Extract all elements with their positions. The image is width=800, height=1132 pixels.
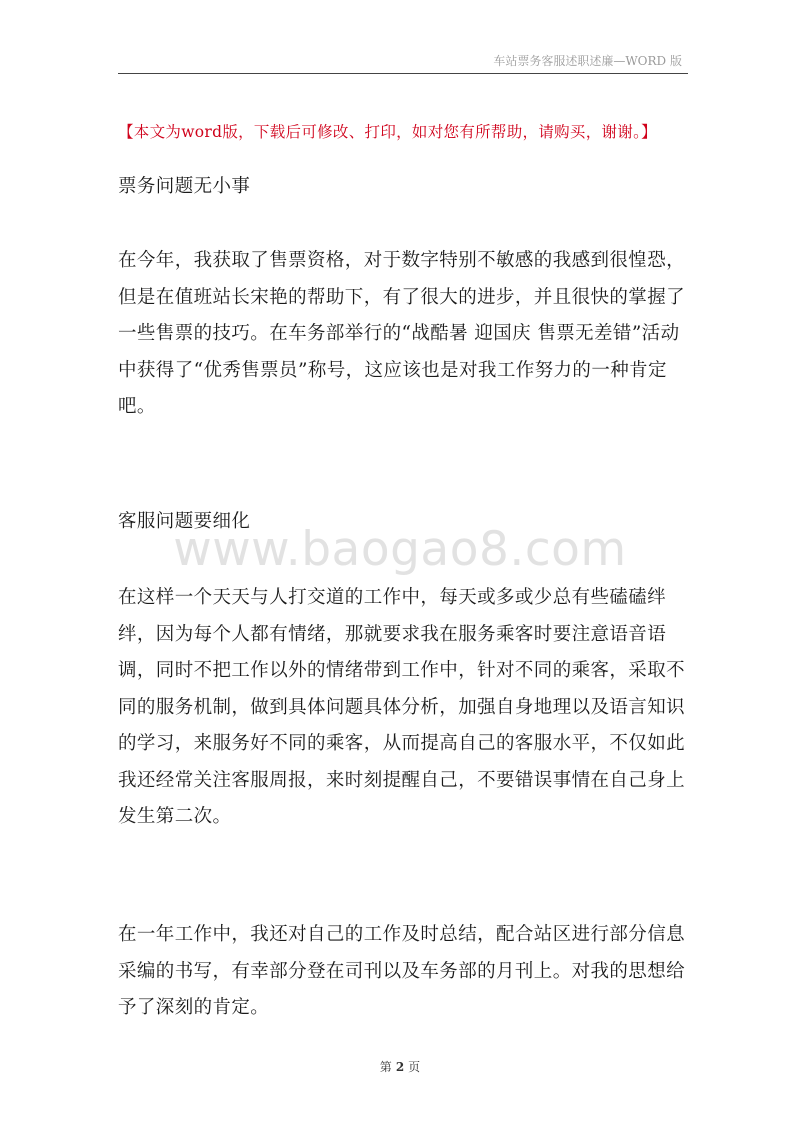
paragraph-customer-service: 在这样一个天天与人打交道的工作中，每天或多或少总有些磕磕绊绊，因为每个人都有情绪，那就要求我在服务乘客时要注意语音语调，同时不把工作以外的情绪带到工作中，针对不同的乘客，采取不同的服务机制，做到具体问题具体分析，加强自身地理以及语言知识的学习，来服务好不同的乘客，从而提高自己的客服水平，不仅如此我还经常关注客服周报，来时刻提醒自己，不要错误事情在自己身上发生第二次。 bbox=[118, 587, 686, 827]
download-notice: 【本文为word版，下载后可修改、打印，如对您有所帮助，请购买，谢谢。】 bbox=[118, 123, 657, 141]
footer-suffix: 页 bbox=[408, 1060, 421, 1074]
paragraph-summary: 在一年工作中，我还对自己的工作及时总结，配合站区进行部分信息采编的书写，有幸部分登在司刊以及车务部的月刊上。对我的思想给予了深刻的肯定。 bbox=[118, 924, 686, 1018]
section-heading-ticketing: 票务问题无小事 bbox=[118, 176, 251, 197]
page-header-title: 车站票务客服述职述廉—WORD 版 bbox=[493, 54, 682, 68]
page-footer bbox=[0, 1058, 800, 1075]
page-number: 2 bbox=[395, 1060, 405, 1074]
header-divider bbox=[118, 73, 688, 74]
section-heading-customer-service: 客服问题要细化 bbox=[118, 511, 251, 532]
footer-prefix: 第 bbox=[379, 1060, 392, 1074]
paragraph-ticketing: 在今年，我获取了售票资格，对于数字特别不敏感的我感到很惶恐，但是在值班站长宋艳的帮助下，有了很大的进步，并且很快的掌握了一些售票的技巧。在车务部举行的“战酷暑 迎国庆 售票无差错”活动中获得了“优秀售票员”称号，这应该也是对我工作努力的一种肯定吧。 bbox=[118, 250, 686, 417]
watermark-text: www.baogao8.com bbox=[173, 522, 627, 577]
